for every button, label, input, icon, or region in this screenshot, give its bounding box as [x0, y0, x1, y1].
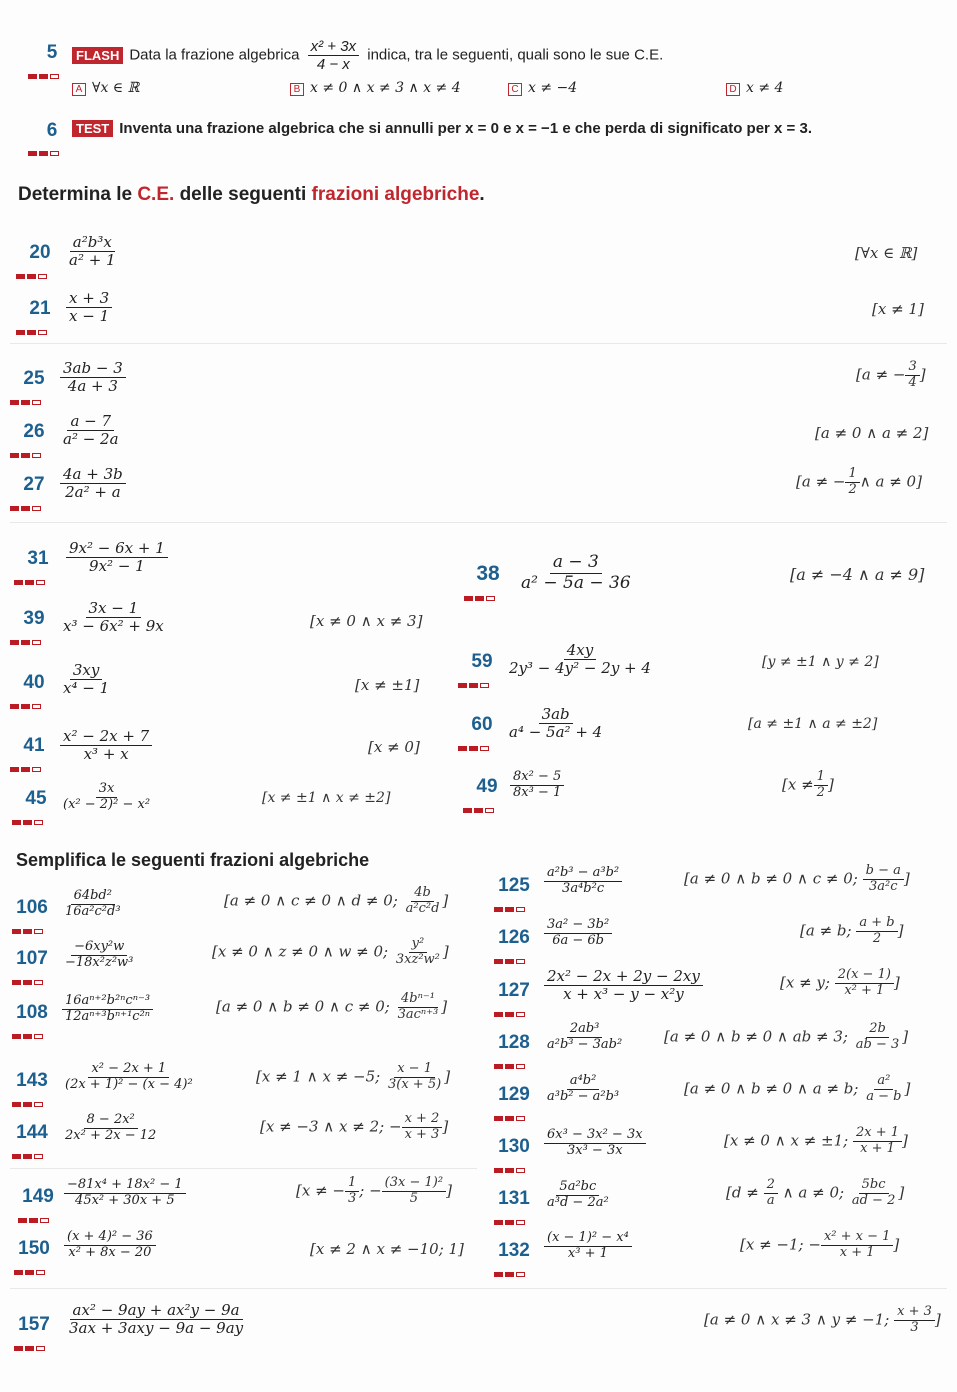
fraction: $\frac{4xy}{\text{2y³ − 4y² − 2y + 4}}$ — [509, 641, 651, 678]
ex5-text-after: indica, tra le seguenti, quali sono le sue C.E. — [367, 46, 664, 64]
fraction: $\frac{\text{16aⁿ⁺²b²ⁿcⁿ⁻³}}{\text{12aⁿ⁺³bⁿ⁺¹c²ⁿ}}$ — [62, 994, 153, 1025]
solution: [a ≠ 0 ∧ a ≠ 2] — [815, 424, 929, 442]
ex5-text-before: Data la frazione algebrica — [129, 46, 300, 64]
solution: [a ≠ −4 ∧ a ≠ 9] — [790, 565, 925, 584]
solution: [x ≠ $\frac{1}{2}$ ] — [782, 769, 834, 800]
exercise-number: 126 — [498, 927, 530, 948]
difficulty-indicator — [28, 141, 70, 148]
difficulty-indicator — [14, 1260, 56, 1267]
section-heading: Determina le C.E. delle seguenti frazioni algebriche. — [18, 184, 485, 205]
fraction: $\frac{4a + 3b}{\text{2a² + a}}$ — [60, 466, 126, 502]
difficulty-indicator — [12, 919, 54, 926]
exercise-number: 21 — [29, 298, 51, 319]
difficulty-indicator — [494, 1158, 536, 1165]
exercise-number: 108 — [16, 1002, 48, 1023]
solution: [x ≠ 1 ∧ x ≠ −5; $\frac{x - 1}{3(x + 5)}$ ] — [256, 1061, 451, 1092]
difficulty-indicator — [16, 320, 58, 327]
exercise-number: 132 — [498, 1240, 530, 1261]
exercise-number: 27 — [23, 474, 45, 495]
exercise-number: 6 — [46, 120, 58, 141]
exercise-number: 143 — [16, 1070, 48, 1091]
fraction: $\frac{\text{8x² − 5}}{\text{8x³ − 1}}$ — [510, 770, 564, 801]
solution: [x ≠ ±1] — [355, 676, 420, 694]
difficulty-indicator — [12, 970, 54, 977]
solution: [a ≠ b; $\frac{a + b}{2}$ ] — [800, 915, 904, 946]
solution: [x ≠ −1; − $\frac{\text{x² + x − 1}}{x + 1}$ ] — [740, 1229, 900, 1260]
fraction: $\frac{3ab}{\text{a⁴ − 5a² + 4}}$ — [509, 705, 603, 742]
difficulty-indicator — [494, 1054, 536, 1061]
flash-tag: FLASH — [72, 47, 123, 64]
difficulty-indicator — [10, 757, 52, 764]
difficulty-indicator — [10, 390, 52, 397]
solution: [y ≠ ±1 ∧ y ≠ 2] — [762, 654, 879, 670]
difficulty-indicator — [10, 496, 52, 503]
exercise-number: 157 — [18, 1314, 50, 1335]
fraction: $\frac{\text{x² − 2x + 7}}{\text{x³ + x}}$ — [60, 728, 152, 764]
fraction: $\frac{\text{a²b³ − a³b²}}{\text{3a⁴b²c}}$ — [544, 866, 622, 897]
option-d[interactable]: D x ≠ 4 — [726, 80, 783, 96]
solution: [∀x ∈ ℝ] — [855, 244, 918, 262]
exercise-number: 26 — [23, 421, 45, 442]
solution: [a ≠ 0 ∧ b ≠ 0 ∧ c ≠ 0; $\frac{\text{4bⁿ⁻¹}}{\text{3acⁿ⁺³}}$ ] — [216, 991, 448, 1022]
fraction: $\frac{\text{5a²bc}}{\text{a³d − 2a²}}$ — [547, 1179, 609, 1210]
exercise-number: 131 — [498, 1188, 530, 1209]
solution: [a ≠ 0 ∧ x ≠ 3 ∧ y ≠ −1; $\frac{x + 3}{3}$ ] — [704, 1304, 941, 1335]
difficulty-indicator — [12, 1144, 54, 1151]
difficulty-indicator — [14, 570, 56, 577]
fraction: $\frac{\text{3a² − 3b²}}{6a - 6b}$ — [544, 918, 612, 949]
solution: [a ≠ 0 ∧ c ≠ 0 ∧ d ≠ 0; $\frac{4b}{\text{a²c²d}}$ ] — [224, 885, 449, 916]
difficulty-indicator — [12, 1092, 54, 1099]
exercise-number: 107 — [16, 948, 48, 969]
solution: [d ≠ $\frac{2}{a}$ ∧ a ≠ 0; $\frac{5bc}{ad - 2}$ ] — [726, 1177, 905, 1208]
difficulty-indicator — [28, 64, 70, 71]
difficulty-indicator — [10, 694, 52, 701]
exercise-5-text — [72, 38, 663, 74]
exercise-number: 40 — [23, 672, 45, 693]
difficulty-indicator — [494, 949, 536, 956]
solution: [a ≠ − $\frac{3}{4}$ ] — [856, 359, 926, 390]
option-c[interactable]: C x ≠ −4 — [508, 80, 577, 96]
option-b[interactable]: B x ≠ 0 ∧ x ≠ 3 ∧ x ≠ 4 — [290, 80, 461, 96]
solution: [x ≠ 1] — [872, 300, 924, 318]
exercise-number: 39 — [23, 608, 45, 629]
exercise-number: 129 — [498, 1084, 530, 1105]
fraction: $\frac{\text{9x² − 6x + 1}}{\text{9x² − 1}}$ — [66, 540, 168, 576]
difficulty-indicator — [12, 810, 54, 817]
difficulty-indicator — [464, 586, 506, 593]
fraction: $\frac{\text{2ab³}}{\text{a²b³ − 3ab²}}$ — [547, 1021, 623, 1052]
solution: [a ≠ 0 ∧ b ≠ 0 ∧ c ≠ 0; $\frac{b - a}{\text{3a²c}}$ ] — [684, 863, 910, 894]
difficulty-indicator — [494, 1262, 536, 1269]
solution: [x ≠ 0 ∧ x ≠ ±1; $\frac{2x + 1}{x + 1}$ ] — [724, 1125, 908, 1156]
fraction: $\frac{\text{−6xy²w}}{\text{−18x²z²w³}}$ — [65, 939, 134, 970]
fraction: $\frac{\text{(x − 1)² − x⁴}}{\text{x³ + 1}}$ — [544, 1231, 632, 1262]
fraction: $\frac{a - 7}{\text{a² − 2a}}$ — [63, 412, 119, 449]
difficulty-indicator — [458, 736, 500, 743]
solution: [x ≠ − $\frac{1}{3}$ ; − $\frac{\text{(3x − 1)²}}{5}$ ] — [296, 1175, 452, 1206]
exercise-number: 38 — [476, 562, 500, 585]
difficulty-indicator — [494, 1002, 536, 1009]
fraction: $\frac{\text{6x³ − 3x² − 3x}}{\text{3x³ − 3x}}$ — [544, 1128, 646, 1159]
exercise-number: 60 — [471, 714, 493, 735]
test-tag: TEST — [72, 120, 113, 137]
fraction: $\frac{\text{a⁴b²}}{\text{a³b² − a²b³}}$ — [547, 1073, 620, 1104]
fraction: $\frac{3xy}{\text{x⁴ − 1}}$ — [63, 661, 110, 698]
fraction: $\frac{3x - 1}{\text{x³ − 6x² + 9x}}$ — [63, 599, 164, 636]
section-heading: Semplifica le seguenti frazioni algebriche — [16, 850, 370, 870]
option-a[interactable]: A ∀x ∈ ℝ — [72, 80, 139, 96]
exercise-number: 45 — [25, 788, 47, 809]
difficulty-indicator — [494, 1210, 536, 1217]
fraction: $\frac{\text{(x + 4)² − 36}}{\text{x² + 8x − 20}}$ — [64, 1230, 156, 1261]
solution: [a ≠ 0 ∧ b ≠ 0 ∧ ab ≠ 3; $\frac{2b}{ab - 3}$ ] — [664, 1021, 909, 1052]
difficulty-indicator — [10, 443, 52, 450]
fraction: $\frac{3x}{\text{(x² − 2)² − x²}}$ — [63, 781, 151, 812]
solution: [a ≠ 0 ∧ b ≠ 0 ∧ a ≠ b; $\frac{\text{a²}}{a - b}$ ] — [684, 1073, 911, 1104]
exercise-number: 125 — [498, 875, 530, 896]
fraction: $\frac{x + 3}{x - 1}$ — [66, 290, 112, 326]
ex6-text: Inventa una frazione algebrica che si annulli per x = 0 e x = −1 e che perda di significato per x = 3. — [119, 120, 812, 137]
solution: [x ≠ ±1 ∧ x ≠ ±2] — [262, 790, 391, 806]
exercise-number: 150 — [18, 1238, 50, 1259]
fraction: $\frac{\text{x² − 2x + 1}}{\text{(2x + 1)² − (x − 4)²}}$ — [65, 1061, 193, 1092]
difficulty-indicator — [18, 1208, 60, 1215]
fraction: $\frac{a - 3}{\text{a² − 5a − 36}}$ — [521, 552, 631, 593]
exercise-number: 130 — [498, 1136, 530, 1157]
fraction: $\frac{\text{−81x⁴ + 18x² − 1}}{\text{45x² + 30x + 5}}$ — [64, 1178, 186, 1209]
fraction: $\frac{\text{ax² − 9ay + ax²y − 9a}}{\text{3ax + 3axy − 9a − 9ay}}$ — [69, 1301, 244, 1338]
solution: [x ≠ 0 ∧ z ≠ 0 ∧ w ≠ 0; $\frac{\text{y²}}{\text{3xz²w²}}$ ] — [212, 936, 449, 967]
solution: [x ≠ 2 ∧ x ≠ −10; 1] — [310, 1240, 464, 1258]
exercise-number: 41 — [23, 735, 45, 756]
exercise-number: 127 — [498, 980, 530, 1001]
solution: [x ≠ −3 ∧ x ≠ 2; − $\frac{x + 2}{x + 3}$ ] — [260, 1111, 449, 1142]
difficulty-indicator — [16, 264, 58, 271]
difficulty-indicator — [10, 630, 52, 637]
fraction: $\frac{\text{x² + 3x}}{4 - x}$ — [308, 38, 359, 74]
difficulty-indicator — [12, 1024, 54, 1031]
exercise-number: 149 — [22, 1186, 54, 1207]
difficulty-indicator — [458, 673, 500, 680]
solution: [a ≠ ±1 ∧ a ≠ ±2] — [748, 716, 878, 732]
solution: [x ≠ 0] — [368, 738, 420, 756]
difficulty-indicator — [494, 1106, 536, 1113]
fraction: $\frac{\text{8 − 2x²}}{\text{2x² + 2x − 12}}$ — [65, 1112, 157, 1143]
difficulty-indicator — [14, 1336, 56, 1343]
fraction: $\frac{\text{2x² − 2x + 2y − 2xy}}{\text{x + x³ − y − x²y}}$ — [544, 968, 703, 1004]
exercise-number: 128 — [498, 1032, 530, 1053]
difficulty-indicator — [463, 798, 505, 805]
exercise-number: 25 — [23, 368, 45, 389]
exercise-number: 20 — [29, 242, 51, 263]
solution: [x ≠ y; $\frac{2(x - 1)}{\text{x² + 1}}$ ] — [780, 967, 900, 998]
difficulty-indicator — [494, 897, 536, 904]
exercise-number: 106 — [16, 897, 48, 918]
exercise-number: 59 — [471, 651, 493, 672]
exercise-6-text — [72, 120, 812, 137]
exercise-number: 49 — [476, 776, 498, 797]
solution: [x ≠ 0 ∧ x ≠ 3] — [310, 612, 423, 630]
exercise-number: 144 — [16, 1122, 48, 1143]
fraction: $\frac{3ab - 3}{4a + 3}$ — [60, 360, 126, 396]
exercise-number: 31 — [27, 548, 49, 569]
exercise-number: 5 — [46, 42, 58, 63]
fraction: $\frac{\text{a²b³x}}{\text{a² + 1}}$ — [69, 233, 116, 270]
solution: [a ≠ − $\frac{1}{2}$ ∧ a ≠ 0] — [796, 466, 922, 497]
fraction: $\frac{\text{64bd²}}{\text{16a²c²d³}}$ — [65, 888, 121, 919]
